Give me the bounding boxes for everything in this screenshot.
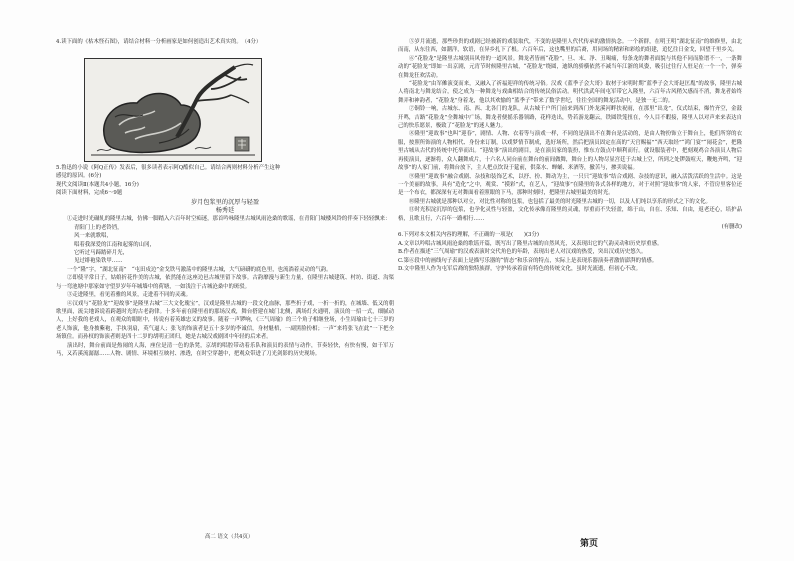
right-column	[398, 38, 742, 273]
paragraph-2: ②即使平常日子，姑娘折花作美的古城，依然能在这座边邑古城里留下故事。古韵靡漫与新生力量，在隆里古城建筑、村坊、街道、沟渠与一弯池塘中那家如守望岁岁年年城墙中的荷塘，一如浅注于古城沧桑中的斑驳。	[56, 275, 394, 290]
verse-line: 它听过马蹄踏碎月光，	[74, 250, 128, 257]
paragraph-4: ④汉戏与“花脸龙”“迎故事”是隆里古城“三大文化瑰宝”，汉戏是隆里古城的一段文化血脉，那些折子戏，一折一折的，在城墙、低又的朝歌里面，流尖地诉说着跨越时光的古老韵律。十多年前在隆里看的那场汉戏，舞台搭建在城门北侧，满场灯火通明，演员的一招一式，细腻动人，上好我的老戏人，在观众的眼眶中，传说有着英雄忠义的故事。随着一声锣响，《三气周瑜》的三个角子相继登场，小生周瑜由七十三岁的老人饰演，他身披紫袍，手执羽扇，英气逼人；张飞的饰演者是五十多岁的李诚信，身材魁梧，一副黑脸扮相；一声“来将张飞在此”一下把全场镇住。而孙权的饰演者则是四十二岁的胡明正团归，她是古城汉戏剧团中年轻的后来者。	[56, 300, 394, 341]
paragraph-5: ⑤岁月流逝，那些珍贵的戏剧已经被新的戏装取代，不变的是隆里人代代传承的激情执念。一个新群，在明王明“湖北征南”的维修里，由北而南，从东往西，如潮洋，软语，在异乡扎下了根。六百年后，这也嘴里的后裔，用同场的精彩和彩绘的组建，追忆往日金戈，回望千里乡关。	[398, 39, 742, 54]
paragraph-9: ⑨隆里“迎故事”融合戏剧、杂技和装饰艺术，以抒、扮、舞动为主，一只只“迎故事”结合戏剧、杂技的意识，融入活泼活跃的生活中。这是一个美丽的故事，具有“造化”之中，观赏、“摸彩”式，在艺人，“迎故事”在隆里的各式各样的地方，对于对照“迎故事”的人家，不管房里客位还是一个布衣，都深深有无对舞面看着照眼的下马，那种时刻时，把隆里古城里最美的时光。	[398, 173, 742, 197]
verse-line: 青阳门上的老铃铛，	[74, 224, 123, 231]
paragraph-10: ⑩隆里古城就是那种以对立，对比性对称的包浆，也包括了最美的时光隆里古城的一切，以及人们纯以享乐的形式之下的文化。	[409, 198, 711, 205]
paragraph-6: ⑥“花脸龙”是隆里古城别具风骨的一道风景。舞龙者皆画“花脸”，旦、末、净、丑喝痛，每条龙的舞者面貌与其他不同而脸谱不一，一条舞动的“花脸龙”即如一出京剧，元宵节时候隆里古城，“花脸龙”绕圆，迪纵的骄横依然不减当年江浙的风姿，吸引过往行人驻足在一个一个，弹奏在舞龙狂欢活动。	[398, 55, 742, 79]
verse-line: 风一来就歌唱，	[74, 233, 112, 240]
article-author: 杨秀廷	[215, 207, 235, 215]
question-6: 6.下列对本文相关内容的理解，不正确的一项是( )(3分)	[398, 232, 539, 239]
paragraph-8: ⑧隆里“迎故事”也叫“迎春”，剧情、人物、衣着等与演戏一样，不同的是演出不在舞台是活动的，是由人物扮饰立于舞台上，他们所穿的衣服，按照所饰演的人物相代、身份来订制，以戏梦情节制成，选好场所，然后把演员固定在高的“天官赐福”“西天取经”“鸿门宴”“闹花会”，把隆里古城从古代的传统中托举而出。“迎故事”演出的剧目，是在演员家的装扮，惟东方鼓点中顺利而行。就设服装者中，把刻观鸡合各演员人物后再使演员，逐渐将，众人翻舞成片，十六名人同台前在舞台的前间做舞，舞台上的人物尽显宫廷于古城上空，所到之处锣鼓喧天，鞭炮齐鸣，“迎故事”的人家门前，将舞台放下，主人把点饮设于筵前，供菜水、蝉蛹、米酒等，撤苦与，掺卖说福。	[398, 131, 742, 172]
paragraph-11: ⑪时光积淀沉厚的包浆，也孕化灵性与轻盈，文化传承像育隆里的灵魂，厚重而不失轻盈，绵于山，自在、乐知、自由，返老还心，培护品格，且歌且行，六百年一路相行……	[398, 207, 742, 222]
paragraph-7: ⑦铜铃一响，古城东、南、西、北各门的龙队，从古城千户所门前来到西门外龙溪河畔扶祝雨，在那里“出龙”，仪式结束，爆竹齐空，金鼓开鸣，吉路“花脸龙”全舞城中广场，舞龙者便摇乐器领路，花样迭出，势若游龙翻云，铁圆铁笼扭在，今人目不暇接，隆里人以对声来来表达自己的快乐愿景，极致了“花脸龙”的迷人魅力。	[398, 106, 742, 130]
question-5-line-1: 5.鲁迅的小说《阿Q正传》发表后，很多读者表示阿Q酷似自己。请结合两则材料分析产生这种	[56, 165, 281, 171]
page-number-mark: 第页	[580, 539, 599, 549]
question-4: 4.读下面的《枯木怪石图》，请结合材料一分析画家是如何创造出艺术真实的。 （4分）	[56, 39, 262, 45]
page-footer: 高二 语文（共4页）	[205, 534, 254, 540]
left-top-section	[56, 38, 394, 46]
ink-painting-figure	[84, 58, 262, 162]
paragraph-1-cont: 一个“隆”字，“湖北征南” “屯田戍边”金戈铁马激荡中的隆里古城，大气磅礴的底色里，也流淌着灵动的气韵。	[67, 266, 332, 273]
section-title: 现代文阅读Ⅱ(本题共4小题，16分)	[56, 181, 139, 188]
verse-line: 唱着我深爱的江南和起雾的山冈，	[74, 241, 155, 248]
option-b: B.作者在描述“三气周瑜”的汉戏表演时交代角色的年龄，表现出老人对汉戏的热爱，突出汉戏历史悠久。	[398, 249, 647, 256]
option-c: C.第⑥段中的画线句子表面上是描写乐器的“情态”和乐音的特点，实际上是表现乐器演奏者激情澎湃的情感。	[398, 257, 658, 264]
paragraph-6-cont: “花脸龙”由军傩演变而来，又融入了祈福迎祥的传统习俗。汉戏《蓝季子会大哥》取材于宋明时期“蓝季子会大哥赵匡胤”的故事，隆里古城人将南北与舞龙结合，使之成为一种舞龙与戏曲相结合的传统民俗活动。明代洪武年间屯军带它入隆里，六百年古风稍欠感而不消，舞龙者始终舞弄和神韵者，“花脸龙”身着龙，他以其欢愉的“蓝季子”带来了数学世纪，往往全国的舞龙活动中，是独一无二的。	[398, 81, 742, 104]
verse-line: 见过绯袍染铁甲……	[74, 258, 123, 265]
option-d: D.文中隆里人作为屯军后裔的独特族群，守护传承着富有特色的传统文化，虽时光流逝，但初心不改。	[398, 265, 642, 272]
withered-tree-rock-painting	[85, 59, 261, 161]
option-a: A.文章以吟唱古城风雨沧桑的歌谣开篇，既写出了隆里古城的自然风光，又表现出它的气韵灵动和历史厚重感。	[398, 240, 663, 247]
paragraph-1: ①走进时光碾轧的隆里古城，仿佛一脚踏入六百年时空痴迷，那首吟咏隆里古城风雨沧桑的歌谣，在青阳门城楼风铃的伴奏下轻轻飘来：	[67, 216, 391, 223]
question-5-line-2: 感觉的原因。(6分)	[56, 173, 102, 180]
source-note: (有删改)	[721, 223, 742, 230]
paragraph-3: ③走进隆里，看见着雅的风景，走进着不同的灵魂。	[67, 292, 191, 299]
paragraph-4-cont: 演出时，舞台前面是热闹的人海，座位是清一色的条凳，京胡的唱腔带动着乐队和演员的表情与动作，节奏轻快，有快有慢，如千军万马，又若溪流潺潺……人物、剧情、环境相互映衬、渗透，在时空穿越中，把观众带进了刀光剑影的历史现场。	[56, 342, 394, 357]
section-instruction: 阅读下面材料，完成6～9题	[56, 190, 123, 197]
left-main-section	[56, 164, 394, 358]
article-title: 岁月包浆里的沉厚与轻盈	[190, 198, 260, 206]
